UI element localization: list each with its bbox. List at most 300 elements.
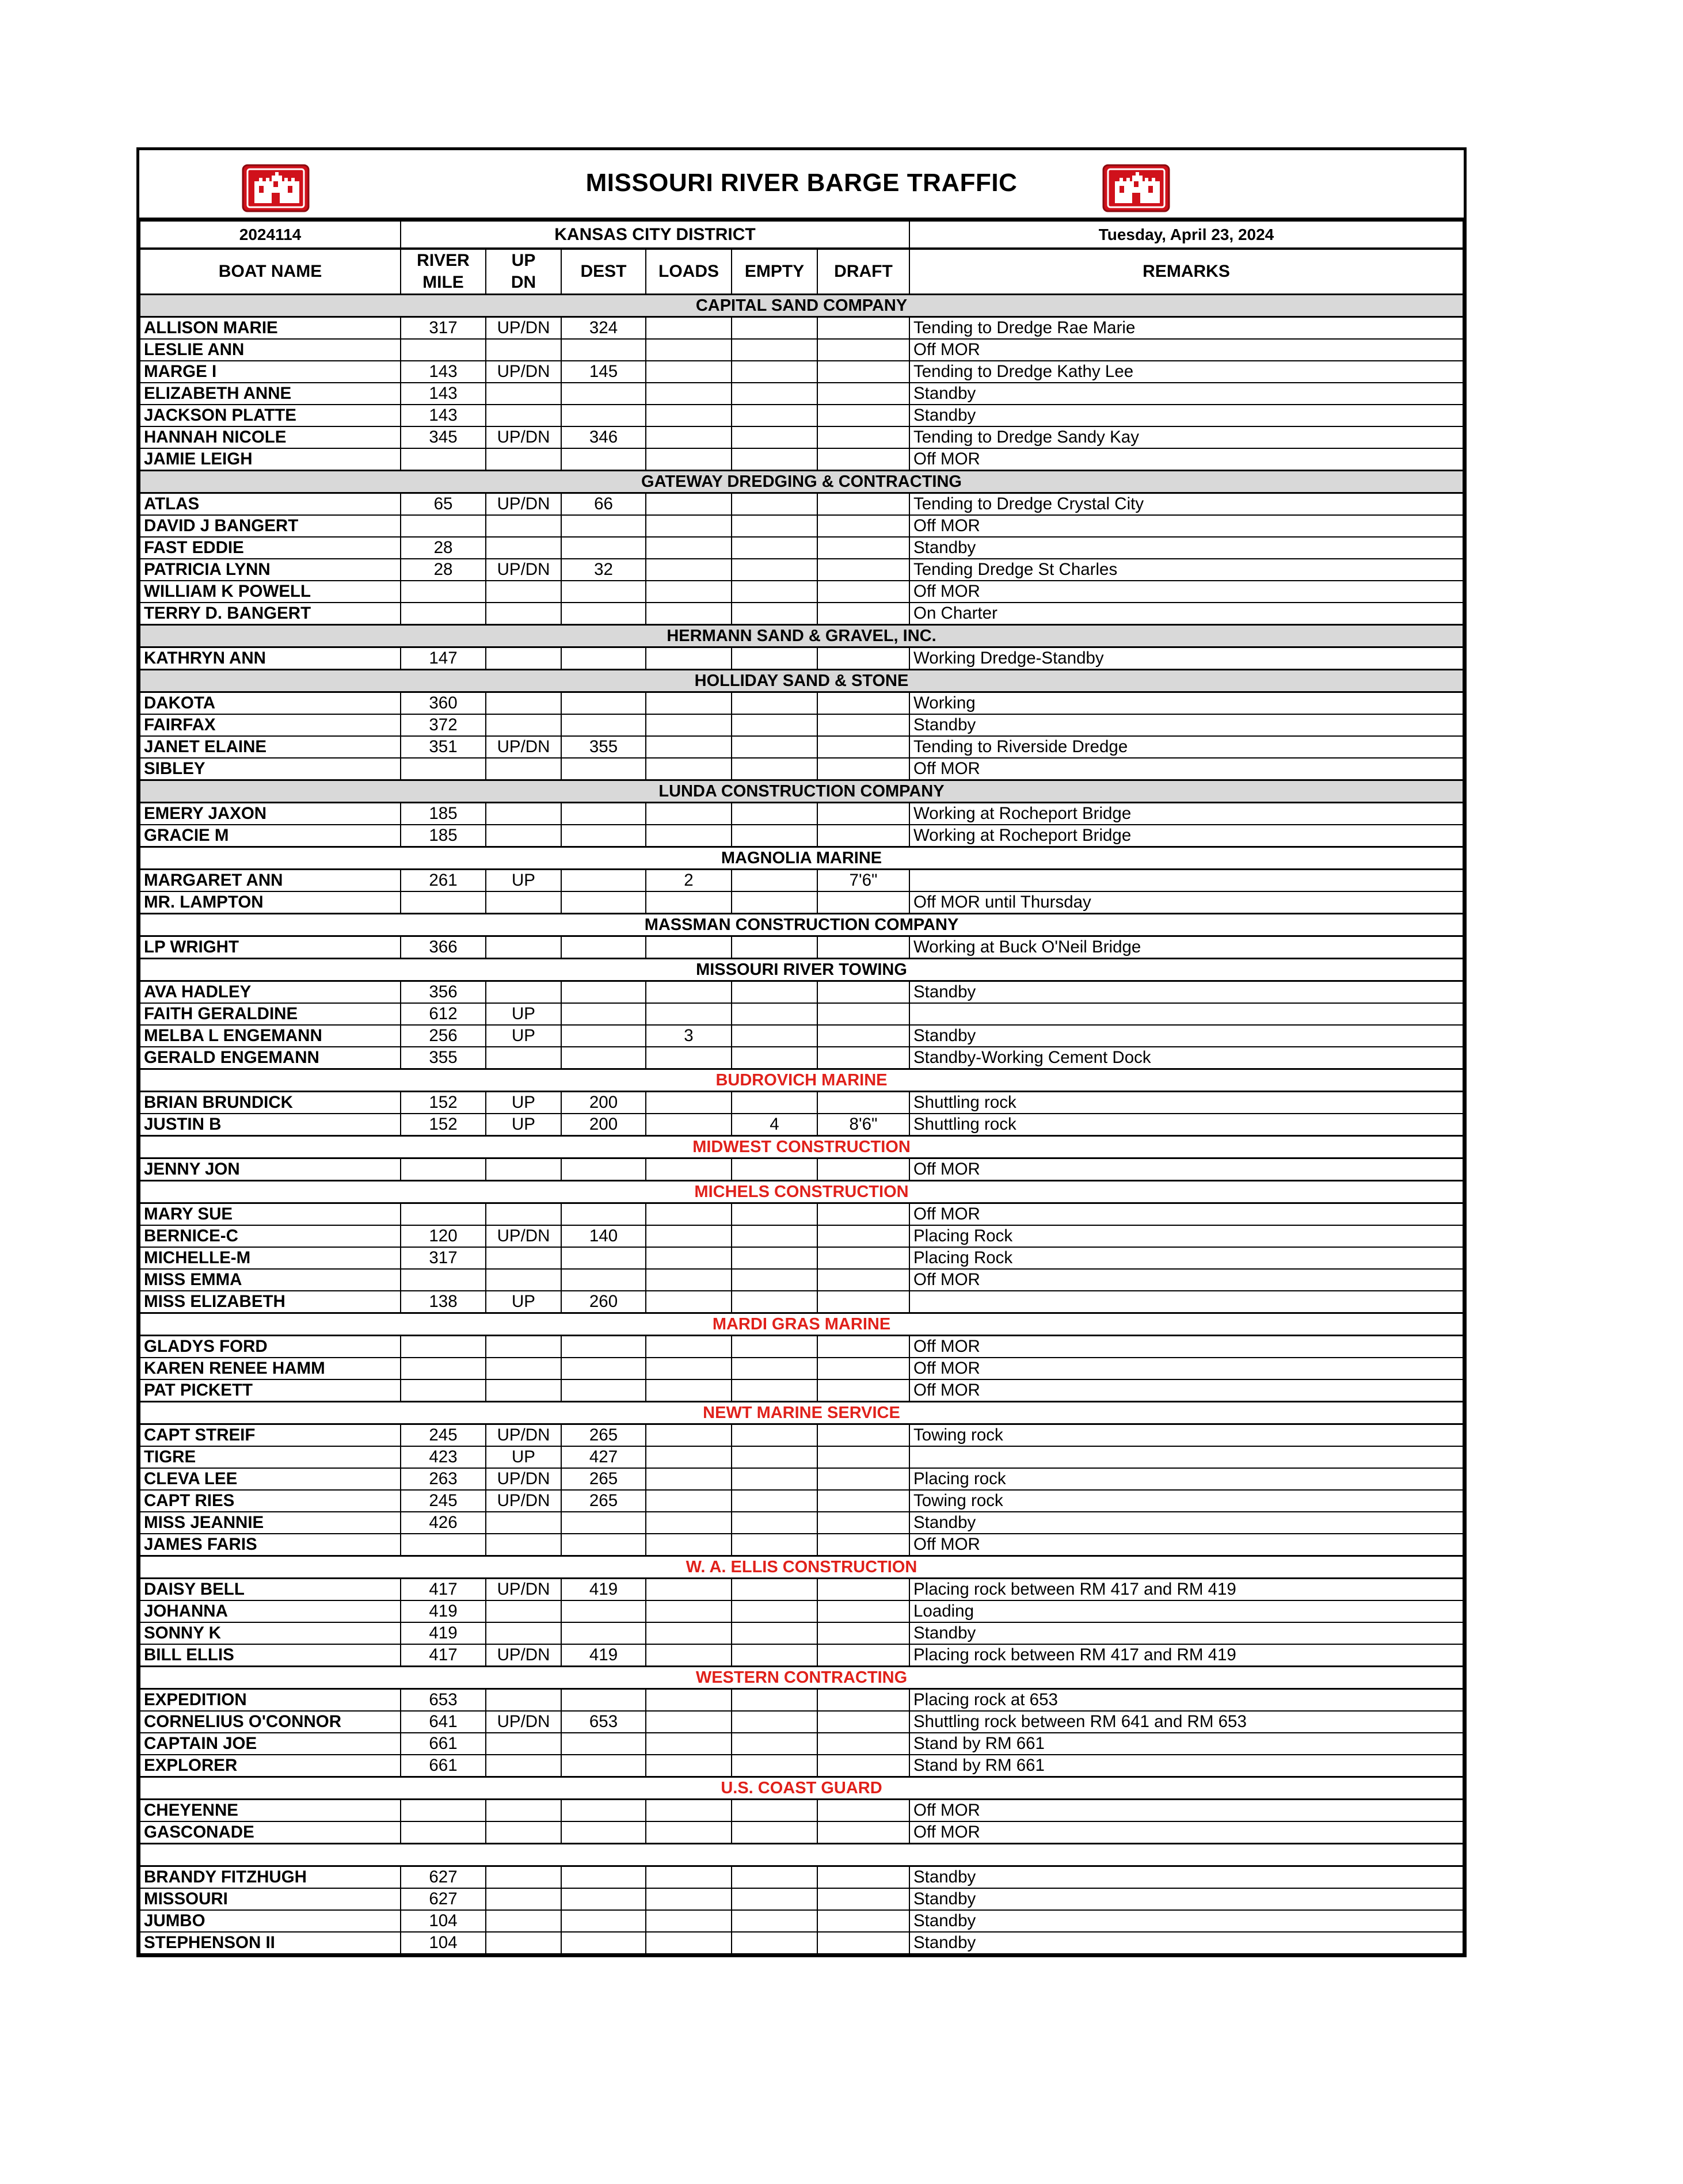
river-mile-cell: 627 [401, 1888, 486, 1910]
draft-cell: 8'6" [817, 1114, 909, 1136]
up-dn-cell [486, 803, 561, 825]
boat-name-cell: JACKSON PLATTE [140, 405, 401, 426]
river-mile-cell: 185 [401, 803, 486, 825]
river-mile-cell: 426 [401, 1512, 486, 1534]
up-dn-cell: UP/DN [486, 426, 561, 448]
river-mile-cell [401, 1158, 486, 1181]
up-dn-cell: UP/DN [486, 1468, 561, 1490]
company-header [140, 471, 1463, 493]
table-row [140, 736, 1463, 758]
boat-name-cell: ELIZABETH ANNE [140, 383, 401, 405]
up-dn-cell [486, 515, 561, 537]
river-mile-cell [401, 515, 486, 537]
up-dn-cell: UP/DN [486, 559, 561, 581]
boat-name-cell: FAITH GERALDINE [140, 1003, 401, 1025]
table-row [140, 1092, 1463, 1114]
draft-cell [817, 339, 909, 361]
loads-cell [646, 1622, 732, 1644]
loads-cell [646, 1003, 732, 1025]
river-mile-cell [401, 1534, 486, 1556]
up-dn-cell [486, 1158, 561, 1181]
draft-cell [817, 493, 909, 516]
loads-cell [646, 647, 732, 670]
boat-name-cell: DAVID J BANGERT [140, 515, 401, 537]
table-row [140, 1114, 1463, 1136]
company-header [140, 959, 1463, 981]
loads-cell [646, 1047, 732, 1069]
river-mile-cell [401, 603, 486, 625]
up-dn-cell [486, 1358, 561, 1379]
up-dn-cell: UP/DN [486, 1579, 561, 1601]
up-dn-cell [486, 603, 561, 625]
remarks-cell: Placing Rock [909, 1247, 1463, 1269]
empty-cell [732, 936, 817, 959]
draft-cell [817, 1446, 909, 1468]
draft-cell [817, 1800, 909, 1822]
dest-cell [561, 1158, 646, 1181]
draft-cell [817, 1910, 909, 1932]
remarks-cell: Standby [909, 1622, 1463, 1644]
up-dn-cell [486, 1622, 561, 1644]
table-row [140, 426, 1463, 448]
river-mile-cell [401, 1358, 486, 1379]
river-mile-cell: 317 [401, 317, 486, 340]
boat-name-cell: JENNY JON [140, 1158, 401, 1181]
loads-cell [646, 1866, 732, 1889]
company-header [140, 914, 1463, 936]
remarks-cell [909, 870, 1463, 892]
loads-cell [646, 603, 732, 625]
empty-cell [732, 1600, 817, 1622]
remarks-cell: Off MOR [909, 1358, 1463, 1379]
col-up-dn: UP DN [486, 249, 561, 295]
draft-cell [817, 515, 909, 537]
dest-cell [561, 537, 646, 559]
up-dn-cell [486, 981, 561, 1004]
loads-cell [646, 1711, 732, 1733]
draft-cell [817, 1821, 909, 1844]
dest-cell [561, 383, 646, 405]
loads-cell [646, 361, 732, 383]
up-dn-cell: UP/DN [486, 1644, 561, 1667]
draft-cell [817, 448, 909, 471]
draft-cell [817, 736, 909, 758]
boat-name-cell: JUMBO [140, 1910, 401, 1932]
empty-cell [732, 692, 817, 715]
up-dn-cell: UP [486, 870, 561, 892]
loads-cell [646, 1579, 732, 1601]
dest-cell [561, 515, 646, 537]
dest-cell [561, 1755, 646, 1777]
remarks-cell: Off MOR [909, 1379, 1463, 1402]
river-mile-cell: 152 [401, 1092, 486, 1114]
dest-cell [561, 714, 646, 736]
river-mile-cell: 661 [401, 1755, 486, 1777]
loads-cell [646, 1888, 732, 1910]
loads-cell [646, 1490, 732, 1512]
dest-cell [561, 891, 646, 914]
remarks-cell: Working [909, 692, 1463, 715]
up-dn-cell [486, 1755, 561, 1777]
remarks-cell: Off MOR until Thursday [909, 891, 1463, 914]
remarks-cell: Off MOR [909, 758, 1463, 780]
remarks-cell: Off MOR [909, 1821, 1463, 1844]
loads-cell [646, 891, 732, 914]
river-mile-cell: 245 [401, 1424, 486, 1447]
table-row [140, 1600, 1463, 1622]
dest-cell [561, 1336, 646, 1358]
table-row [140, 1247, 1463, 1269]
col-loads: LOADS [646, 249, 732, 295]
river-mile-cell: 641 [401, 1711, 486, 1733]
remarks-cell: Tending to Dredge Crystal City [909, 493, 1463, 516]
river-mile-cell: 417 [401, 1579, 486, 1601]
company-name: MASSMAN CONSTRUCTION COMPANY [140, 914, 1463, 936]
empty-cell [732, 714, 817, 736]
boat-name-cell: CAPTAIN JOE [140, 1733, 401, 1755]
loads-cell [646, 1379, 732, 1402]
draft-cell [817, 1733, 909, 1755]
table-row [140, 448, 1463, 471]
boat-name-cell: BRIAN BRUNDICK [140, 1092, 401, 1114]
table-row [140, 1512, 1463, 1534]
river-mile-cell: 143 [401, 361, 486, 383]
remarks-cell: Standby [909, 981, 1463, 1004]
table-row [140, 1755, 1463, 1777]
dest-cell [561, 981, 646, 1004]
empty-cell [732, 647, 817, 670]
river-mile-cell [401, 758, 486, 780]
dest-cell [561, 603, 646, 625]
company-name: U.S. COAST GUARD [140, 1777, 1463, 1800]
boat-name-cell: EXPLORER [140, 1755, 401, 1777]
up-dn-cell [486, 714, 561, 736]
empty-cell [732, 1579, 817, 1601]
river-mile-cell: 419 [401, 1600, 486, 1622]
dest-cell [561, 1358, 646, 1379]
river-mile-cell: 143 [401, 405, 486, 426]
loads-cell [646, 1291, 732, 1313]
dest-cell [561, 1932, 646, 1954]
table-row [140, 405, 1463, 426]
empty-cell [732, 448, 817, 471]
table-row [140, 1468, 1463, 1490]
col-dest: DEST [561, 249, 646, 295]
boat-name-cell: MELBA L ENGEMANN [140, 1025, 401, 1047]
dest-cell [561, 870, 646, 892]
remarks-cell: Placing rock [909, 1468, 1463, 1490]
empty-cell [732, 1203, 817, 1226]
remarks-cell: Working at Rocheport Bridge [909, 825, 1463, 847]
table-row [140, 383, 1463, 405]
remarks-cell: Off MOR [909, 1158, 1463, 1181]
up-dn-cell: UP/DN [486, 1225, 561, 1247]
loads-cell [646, 1468, 732, 1490]
report-code: 2024114 [140, 221, 401, 249]
empty-cell [732, 1534, 817, 1556]
draft-cell [817, 1003, 909, 1025]
boat-name-cell: LP WRIGHT [140, 936, 401, 959]
draft-cell [817, 1225, 909, 1247]
river-mile-cell: 120 [401, 1225, 486, 1247]
draft-cell [817, 1490, 909, 1512]
company-name: CAPITAL SAND COMPANY [140, 295, 1463, 317]
empty-cell [732, 1888, 817, 1910]
col-river-mile: RIVER MILE [401, 249, 486, 295]
dest-cell [561, 1600, 646, 1622]
boat-name-cell: JANET ELAINE [140, 736, 401, 758]
boat-name-cell: BRANDY FITZHUGH [140, 1866, 401, 1889]
dest-cell [561, 1534, 646, 1556]
table-row [140, 1003, 1463, 1025]
draft-cell [817, 981, 909, 1004]
empty-cell [732, 317, 817, 340]
table-row [140, 692, 1463, 715]
up-dn-cell [486, 1336, 561, 1358]
boat-name-cell: GERALD ENGEMANN [140, 1047, 401, 1069]
table-row [140, 647, 1463, 670]
up-dn-cell: UP/DN [486, 736, 561, 758]
table-row [140, 825, 1463, 847]
remarks-cell: Off MOR [909, 581, 1463, 603]
empty-cell [732, 1910, 817, 1932]
draft-cell [817, 1512, 909, 1534]
draft-cell [817, 1247, 909, 1269]
empty-cell [732, 537, 817, 559]
boat-name-cell: JAMIE LEIGH [140, 448, 401, 471]
up-dn-cell [486, 1379, 561, 1402]
draft-cell [817, 559, 909, 581]
table-row [140, 1733, 1463, 1755]
river-mile-cell: 245 [401, 1490, 486, 1512]
river-mile-cell [401, 339, 486, 361]
remarks-cell: Working at Buck O'Neil Bridge [909, 936, 1463, 959]
remarks-cell [909, 1291, 1463, 1313]
table-row [140, 1358, 1463, 1379]
company-name: HOLLIDAY SAND & STONE [140, 670, 1463, 692]
empty-cell [732, 1092, 817, 1114]
draft-cell [817, 1358, 909, 1379]
loads-cell [646, 1689, 732, 1712]
usace-castle-icon [1102, 164, 1170, 212]
table-row [140, 1025, 1463, 1047]
table-row [140, 1490, 1463, 1512]
remarks-cell: Tending to Dredge Rae Marie [909, 317, 1463, 340]
dest-cell: 419 [561, 1579, 646, 1601]
loads-cell [646, 1910, 732, 1932]
empty-cell [732, 603, 817, 625]
dest-cell [561, 936, 646, 959]
empty-cell [732, 559, 817, 581]
boat-name-cell: CAPT RIES [140, 1490, 401, 1512]
loads-cell [646, 1247, 732, 1269]
remarks-cell: Placing rock at 653 [909, 1689, 1463, 1712]
empty-cell [732, 825, 817, 847]
draft-cell [817, 1468, 909, 1490]
company-name: MARDI GRAS MARINE [140, 1313, 1463, 1336]
loads-cell [646, 1755, 732, 1777]
empty-cell [732, 339, 817, 361]
table-row [140, 339, 1463, 361]
boat-name-cell: PAT PICKETT [140, 1379, 401, 1402]
boat-name-cell: CHEYENNE [140, 1800, 401, 1822]
boat-name-cell: GASCONADE [140, 1821, 401, 1844]
draft-cell [817, 1644, 909, 1667]
company-header [140, 1777, 1463, 1800]
draft-cell [817, 361, 909, 383]
up-dn-cell [486, 1534, 561, 1556]
draft-cell [817, 1866, 909, 1889]
boat-name-cell: EXPEDITION [140, 1689, 401, 1712]
up-dn-cell [486, 1512, 561, 1534]
boat-name-cell: GRACIE M [140, 825, 401, 847]
remarks-cell: Tending to Riverside Dredge [909, 736, 1463, 758]
boat-name-cell: JOHANNA [140, 1600, 401, 1622]
table-row [140, 581, 1463, 603]
river-mile-cell [401, 448, 486, 471]
empty-cell [732, 1003, 817, 1025]
empty-cell [732, 1711, 817, 1733]
river-mile-cell [401, 1379, 486, 1402]
dest-cell: 419 [561, 1644, 646, 1667]
boat-name-cell: EMERY JAXON [140, 803, 401, 825]
loads-cell [646, 1644, 732, 1667]
boat-name-cell: CLEVA LEE [140, 1468, 401, 1490]
remarks-cell: Working Dredge-Standby [909, 647, 1463, 670]
empty-cell [732, 1512, 817, 1534]
loads-cell [646, 1600, 732, 1622]
loads-cell [646, 1269, 732, 1291]
up-dn-cell: UP/DN [486, 1490, 561, 1512]
boat-name-cell: GLADYS FORD [140, 1336, 401, 1358]
empty-cell [732, 736, 817, 758]
up-dn-cell [486, 1689, 561, 1712]
up-dn-cell [486, 339, 561, 361]
loads-cell [646, 1158, 732, 1181]
loads-cell [646, 405, 732, 426]
remarks-cell: Standby [909, 1025, 1463, 1047]
up-dn-cell: UP/DN [486, 317, 561, 340]
boat-name-cell: KAREN RENEE HAMM [140, 1358, 401, 1379]
table-body [140, 295, 1463, 1954]
col-empty: EMPTY [732, 249, 817, 295]
table-row [140, 1203, 1463, 1226]
table-row [140, 1579, 1463, 1601]
up-dn-cell [486, 1047, 561, 1069]
dest-cell: 265 [561, 1468, 646, 1490]
loads-cell [646, 692, 732, 715]
up-dn-cell: UP/DN [486, 493, 561, 516]
up-dn-cell [486, 1800, 561, 1822]
up-dn-cell [486, 1910, 561, 1932]
empty-cell [732, 361, 817, 383]
dest-cell [561, 692, 646, 715]
river-mile-cell: 104 [401, 1932, 486, 1954]
page-title: MISSOURI RIVER BARGE TRAFFIC [585, 169, 1018, 197]
draft-cell [817, 1336, 909, 1358]
empty-cell [732, 1291, 817, 1313]
boat-name-cell: ALLISON MARIE [140, 317, 401, 340]
remarks-cell: Standby [909, 1512, 1463, 1534]
boat-name-cell: ATLAS [140, 493, 401, 516]
boat-name-cell: DAKOTA [140, 692, 401, 715]
table-row [140, 981, 1463, 1004]
draft-cell [817, 647, 909, 670]
river-mile-cell [401, 1821, 486, 1844]
remarks-cell: Working at Rocheport Bridge [909, 803, 1463, 825]
table-row [140, 870, 1463, 892]
loads-cell [646, 758, 732, 780]
empty-cell [732, 581, 817, 603]
empty-cell [732, 1424, 817, 1447]
dest-cell [561, 1910, 646, 1932]
loads-cell [646, 1446, 732, 1468]
river-mile-cell: 351 [401, 736, 486, 758]
draft-cell [817, 1092, 909, 1114]
draft-cell [817, 803, 909, 825]
boat-name-cell: STEPHENSON II [140, 1932, 401, 1954]
table-row [140, 559, 1463, 581]
loads-cell [646, 1932, 732, 1954]
table-row [140, 1424, 1463, 1447]
dest-cell: 355 [561, 736, 646, 758]
dest-cell: 265 [561, 1424, 646, 1447]
remarks-cell: Placing Rock [909, 1225, 1463, 1247]
boat-name-cell: MICHELLE-M [140, 1247, 401, 1269]
boat-name-cell: AVA HADLEY [140, 981, 401, 1004]
river-mile-cell [401, 1336, 486, 1358]
boat-name-cell: FAIRFAX [140, 714, 401, 736]
dest-cell: 346 [561, 426, 646, 448]
dest-cell [561, 1247, 646, 1269]
remarks-cell: Tending to Dredge Sandy Kay [909, 426, 1463, 448]
river-mile-cell: 612 [401, 1003, 486, 1025]
boat-name-cell: WILLIAM K POWELL [140, 581, 401, 603]
up-dn-cell [486, 891, 561, 914]
empty-cell: 4 [732, 1114, 817, 1136]
loads-cell [646, 537, 732, 559]
empty-cell [732, 1932, 817, 1954]
company-header [140, 1136, 1463, 1158]
dest-cell: 140 [561, 1225, 646, 1247]
table-row [140, 1158, 1463, 1181]
loads-cell [646, 317, 732, 340]
river-mile-cell: 152 [401, 1114, 486, 1136]
up-dn-cell: UP [486, 1025, 561, 1047]
boat-name-cell: BILL ELLIS [140, 1644, 401, 1667]
boat-name-cell: MISS ELIZABETH [140, 1291, 401, 1313]
loads-cell [646, 1821, 732, 1844]
river-mile-cell: 372 [401, 714, 486, 736]
draft-cell [817, 1711, 909, 1733]
loads-cell [646, 803, 732, 825]
table-row [140, 1047, 1463, 1069]
loads-cell [646, 714, 732, 736]
loads-cell [646, 1512, 732, 1534]
dest-cell [561, 1888, 646, 1910]
company-name [140, 1844, 1463, 1866]
up-dn-cell: UP [486, 1114, 561, 1136]
river-mile-cell: 419 [401, 1622, 486, 1644]
up-dn-cell [486, 1821, 561, 1844]
draft-cell [817, 603, 909, 625]
remarks-cell: Off MOR [909, 339, 1463, 361]
draft-cell [817, 581, 909, 603]
dest-cell [561, 1203, 646, 1226]
empty-cell [732, 426, 817, 448]
river-mile-cell: 143 [401, 383, 486, 405]
up-dn-cell [486, 647, 561, 670]
